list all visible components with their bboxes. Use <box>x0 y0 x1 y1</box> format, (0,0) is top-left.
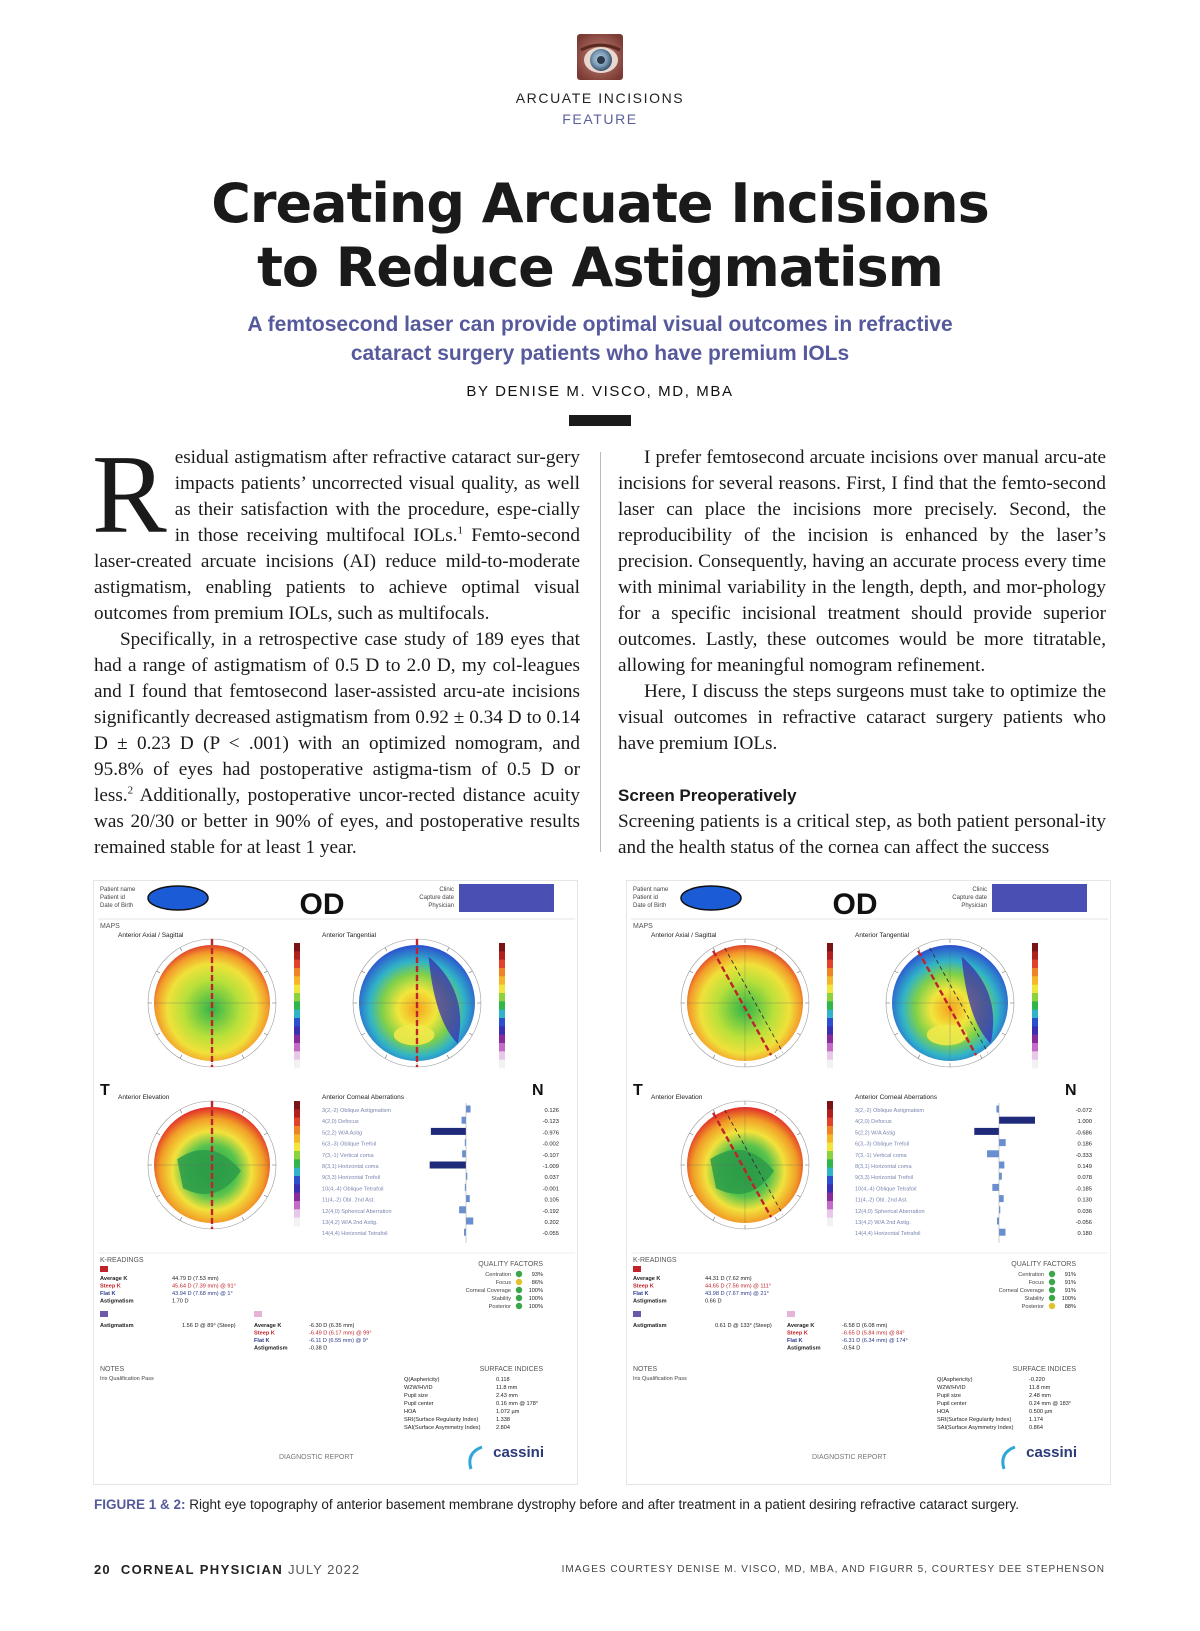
surface-index-name: Q(Asphericity) <box>404 1377 440 1383</box>
patient-field: Date of Birth <box>100 903 134 909</box>
k-reading-value: 43.94 D (7.68 mm) @ 1° <box>172 1291 233 1297</box>
quality-status-dot <box>516 1271 522 1277</box>
elevation-map-label: Anterior Elevation <box>118 1094 170 1101</box>
aberrations-label: Anterior Corneal Aberrations <box>855 1094 938 1101</box>
aberrations-label: Anterior Corneal Aberrations <box>322 1094 405 1101</box>
notes-text: Iris Qualification Pass <box>100 1376 154 1382</box>
topography-report <box>94 881 578 1485</box>
aberration-value: 0.130 <box>1077 1197 1092 1204</box>
aberration-value: -0.056 <box>1075 1220 1092 1226</box>
aberration-name: 3(2,-2) Oblique Astigmatism <box>322 1108 392 1114</box>
title-rule <box>569 415 631 426</box>
aberration-bar <box>999 1195 1004 1202</box>
quality-name: Corneal Coverage <box>998 1288 1044 1294</box>
magazine-name: CORNEAL PHYSICIAN <box>120 1562 284 1577</box>
axial-color-scale <box>827 943 833 1068</box>
aberration-bar <box>999 1117 1035 1124</box>
quality-status-dot <box>1049 1303 1055 1309</box>
aberration-name: 12(4,0) Spherical Aberration <box>322 1208 392 1215</box>
aberration-bar <box>466 1218 473 1225</box>
posterior-value: -0.54 D <box>842 1345 861 1352</box>
title-line-2: to Reduce Astigmatism <box>257 236 943 299</box>
aberration-bar <box>462 1150 466 1157</box>
aberration-value: 1.000 <box>1077 1119 1092 1126</box>
elevation-color-scale <box>294 1101 300 1226</box>
aberration-name: 4(2,0) Defocus <box>322 1119 359 1126</box>
paragraph-4: Here, I discuss the steps surgeons must take to optimize the visual outcomes in refractive cataract surgery patients who have premium IOLs. <box>618 681 1106 754</box>
surface-index-value: 0.24 mm @ 183° <box>1029 1401 1072 1407</box>
tangential-color-scale <box>1032 943 1038 1068</box>
quality-status-dot <box>516 1303 522 1309</box>
aberration-value: -0.002 <box>542 1141 559 1148</box>
patient-field: Patient name <box>100 887 136 893</box>
posterior-value: -6.11 D (6.55 mm) @ 9° <box>309 1338 369 1344</box>
k-reading-value: 43.98 D (7.67 mm) @ 21° <box>705 1291 769 1297</box>
notes-label: NOTES <box>633 1366 658 1373</box>
section-label: ARCUATE INCISIONS <box>515 90 685 106</box>
redacted-patient-oval <box>681 886 741 910</box>
aberration-value: 0.105 <box>544 1197 559 1204</box>
aberration-bar <box>999 1162 1004 1169</box>
surface-index-value: -0.220 <box>1029 1377 1045 1383</box>
quality-status-dot <box>516 1287 522 1293</box>
posterior-name: Astigmatism <box>787 1345 821 1352</box>
notes-text: Iris Qualification Pass <box>633 1376 687 1382</box>
aberration-bar <box>996 1106 999 1113</box>
aberration-bar <box>466 1195 470 1202</box>
byline: BY DENISE M. VISCO, MD, MBA <box>466 383 734 400</box>
aberration-value: -0.072 <box>1075 1108 1092 1114</box>
quality-name: Posterior <box>1021 1304 1044 1310</box>
quality-value: 91% <box>1064 1280 1076 1286</box>
keratometric-swatch <box>633 1266 641 1272</box>
quality-name: Posterior <box>488 1304 511 1310</box>
aberration-name: 9(3,3) Horizontal Trefoil <box>322 1175 381 1182</box>
paragraph-2 <box>94 627 580 861</box>
elevation-map-label: Anterior Elevation <box>651 1094 703 1101</box>
quality-status-dot <box>516 1279 522 1285</box>
aberration-value: 0.037 <box>544 1175 559 1182</box>
aberration-name: 7(3,-1) Vertical coma <box>322 1152 374 1159</box>
column-right <box>618 445 1106 861</box>
aberration-name: 5(2,2) W/A Astig <box>322 1130 363 1137</box>
aberration-value: 0.149 <box>1077 1164 1092 1170</box>
paragraph-1-text: esidual astigmatism after refractive cataract sur-gery impacts patients’ uncorrected visual quality, as well as their satisfaction with the procedure, espe-cially in those receiving multifocal IOLs. <box>174 447 580 546</box>
k-reading-name: Average K <box>100 1276 128 1282</box>
aberration-name: 11(4,-2) Obl. 2nd Ast. <box>855 1197 908 1204</box>
k-reading-value: 44.79 D (7.53 mm) <box>172 1276 219 1282</box>
clinic-field: Physician <box>961 903 987 909</box>
axial-map <box>148 939 276 1067</box>
aberration-name: 10(4,-4) Oblique Tetrafoil <box>322 1186 384 1193</box>
aberration-value: -0.192 <box>542 1208 559 1215</box>
surface-index-value: 11.8 mm <box>1029 1385 1051 1391</box>
figure-caption <box>94 1497 1019 1512</box>
posterior-name: Flat K <box>254 1338 270 1344</box>
subtitle-line-1: A femtosecond laser can provide optimal visual outcomes in refractive <box>247 313 953 336</box>
keratometric-swatch <box>100 1266 108 1272</box>
quality-factors-label: QUALITY FACTORS <box>478 1261 543 1268</box>
aberration-bar <box>999 1173 1002 1180</box>
posterior-name: Steep K <box>787 1330 808 1337</box>
k-readings-label: K-READINGS <box>633 1257 677 1264</box>
surface-index-value: 0.500 µm <box>1029 1409 1053 1415</box>
subtitle-line-2: cataract surgery patients who have premium IOLs <box>350 342 850 365</box>
paragraph-5: Screening patients is a critical step, as both patient personal-ity and the health status of the cornea can affect the success <box>618 811 1106 858</box>
surface-index-value: 2.43 mm <box>496 1393 518 1399</box>
aberration-bar <box>987 1150 999 1157</box>
posterior-swatch <box>254 1311 262 1317</box>
total-cornea-value: 0.61 D @ 133° (Steep) <box>715 1323 772 1329</box>
aberration-value: -0.107 <box>542 1152 559 1159</box>
aberration-value: -0.185 <box>1075 1186 1092 1193</box>
feature-label: FEATURE <box>562 111 638 127</box>
elevation-map <box>681 1101 809 1229</box>
surface-index-value: 0.864 <box>1029 1425 1043 1431</box>
axial-map-label: Anterior Axial / Sagittal <box>651 932 717 939</box>
nasal-label: N <box>1065 1082 1077 1099</box>
aberration-bar <box>992 1184 999 1191</box>
article-subtitle <box>180 310 1020 368</box>
aberration-bar <box>430 1162 466 1169</box>
k-reading-name: Flat K <box>100 1291 116 1297</box>
cassini-brand: cassini <box>493 1444 544 1461</box>
aberration-bar <box>999 1139 1006 1146</box>
surface-index-value: 2.48 mm <box>1029 1393 1051 1399</box>
aberration-name: 6(3,-3) Oblique Trefoil <box>322 1141 377 1148</box>
quality-value: 93% <box>531 1272 543 1278</box>
eye-label-od: OD <box>832 888 878 921</box>
temporal-label: T <box>100 1082 110 1099</box>
axial-color-scale <box>294 943 300 1068</box>
patient-field: Patient id <box>633 895 659 901</box>
k-reading-name: Steep K <box>633 1283 654 1290</box>
total-cornea-astig-name: Astigmatism <box>633 1323 667 1329</box>
reference-1: 1 <box>457 524 464 537</box>
quality-factors-label: QUALITY FACTORS <box>1011 1261 1076 1268</box>
aberration-name: 4(2,0) Defocus <box>855 1119 892 1126</box>
surface-index-name: Pupil size <box>937 1393 961 1399</box>
tangential-map <box>886 939 1014 1067</box>
posterior-name: Steep K <box>254 1330 275 1337</box>
aberration-name: 8(3,1) Horizontal coma <box>322 1164 379 1170</box>
quality-status-dot <box>1049 1295 1055 1301</box>
surface-index-value: 1.338 <box>496 1417 510 1423</box>
posterior-name: Average K <box>787 1323 815 1329</box>
surface-index-value: 0.16 mm @ 178° <box>496 1401 539 1407</box>
aberration-value: 0.078 <box>1077 1175 1092 1182</box>
aberration-name: 6(3,-3) Oblique Trefoil <box>855 1141 910 1148</box>
surface-index-name: SRI(Surface Regularity Index) <box>937 1417 1012 1423</box>
clinic-field: Capture date <box>419 895 454 901</box>
k-reading-value: 1.70 D <box>172 1298 189 1305</box>
surface-index-name: HOA <box>937 1409 950 1415</box>
clinic-field: Clinic <box>439 887 454 893</box>
aberration-bar <box>997 1218 999 1225</box>
figure-topography-before <box>93 880 578 1485</box>
quality-name: Focus <box>1028 1280 1044 1286</box>
surface-index-name: Q(Asphericity) <box>937 1377 973 1383</box>
paragraph-2-text: Specifically, in a retrospective case study of 189 eyes that had a range of astigmatism of 0.5 D to 2.0 D, my col-leagues and I found that femtosecond laser-assisted arcu-ate incisions significantly decreased astigmatism from 0.92 ± 0.34 D to 0.14 D ± 0.23 D (P < .001) with an optimized nomogram, and 95.8% of eyes had postoperative astigma-tism of 0.5 D or less. <box>94 629 580 806</box>
paragraph-1-text-cont: Femto-second laser-created arcuate incisions (AI) reduce mild-to-moderate astigmatism, enabling patients to achieve optimal visual outcomes from premium IOLs, such as multifocals. <box>94 525 580 624</box>
k-reading-value: 44.31 D (7.62 mm) <box>705 1276 752 1282</box>
quality-status-dot <box>516 1295 522 1301</box>
tangential-map <box>353 939 481 1067</box>
temporal-label: T <box>633 1082 643 1099</box>
k-reading-name: Steep K <box>100 1283 121 1290</box>
aberration-value: -0.001 <box>542 1186 559 1193</box>
eye-thumbnail-image <box>577 34 623 80</box>
article-title <box>0 172 1200 300</box>
aberration-bar <box>999 1229 1005 1236</box>
column-divider <box>600 452 601 852</box>
aberration-bar <box>464 1229 466 1236</box>
diagnostic-report-label: DIAGNOSTIC REPORT <box>279 1454 354 1461</box>
aberration-name: 13(4,2) W/A 2nd Astig. <box>322 1220 378 1226</box>
clinic-field: Physician <box>428 903 454 909</box>
page-number: 20 <box>94 1562 111 1577</box>
title-line-1: Creating Arcuate Incisions <box>211 172 989 235</box>
flat-zone <box>394 1024 435 1045</box>
posterior-name: Average K <box>254 1323 282 1329</box>
k-readings-label: K-READINGS <box>100 1257 144 1264</box>
notes-label: NOTES <box>100 1366 125 1373</box>
surface-index-name: Pupil size <box>404 1393 428 1399</box>
quality-status-dot <box>1049 1271 1055 1277</box>
nasal-label: N <box>532 1082 544 1099</box>
patient-field: Date of Birth <box>633 903 667 909</box>
aberration-value: 0.186 <box>1077 1141 1092 1148</box>
clinic-field: Capture date <box>952 895 987 901</box>
quality-name: Centration <box>485 1272 511 1278</box>
topography-report <box>627 881 1111 1485</box>
quality-status-dot <box>1049 1279 1055 1285</box>
redacted-clinic-block <box>992 884 1087 912</box>
posterior-value: -6.49 D (6.17 mm) @ 99° <box>309 1330 372 1337</box>
k-reading-value: 0.66 D <box>705 1298 722 1305</box>
elevation-map <box>148 1101 276 1229</box>
paragraph-3: I prefer femtosecond arcuate incisions over manual arcu-ate incisions for several reasons. First, I find that the femto-second laser can place the incisions more precisely. Second, the reproducibility of the incision is enhanced by the laser’s precision. Consequently, having an accurate process every time with minimal variability in the length, depth, and mor-phology for a specific incisional treatment should provide superior outcomes. Lastly, these outcomes would be more titratable, allowing for meaningful nomogram refinement. <box>618 447 1106 676</box>
page-footer <box>94 1562 360 1577</box>
surface-index-value: 1.072 µm <box>496 1409 520 1415</box>
aberration-value: -0.686 <box>1075 1130 1092 1137</box>
aberration-name: 5(2,2) W/A Astig <box>855 1130 896 1137</box>
surface-index-value: 11.8 mm <box>496 1385 518 1391</box>
diagnostic-report-label: DIAGNOSTIC REPORT <box>812 1454 887 1461</box>
tangential-map-label: Anterior Tangential <box>855 932 910 939</box>
surface-index-name: SAI(Surface Asymmetry Index) <box>937 1425 1014 1431</box>
surface-index-value: 0.118 <box>496 1377 510 1383</box>
quality-value: 100% <box>528 1296 543 1302</box>
aberration-value: -1.009 <box>542 1164 559 1170</box>
quality-name: Focus <box>495 1280 511 1286</box>
quality-value: 91% <box>1064 1272 1076 1278</box>
quality-value: 86% <box>531 1280 543 1286</box>
paragraph-1 <box>92 433 580 627</box>
maps-label: MAPS <box>100 923 120 930</box>
caption-text: Right eye topography of anterior basement membrane dystrophy before and after treatment in a patient desiring refractive cataract surgery. <box>185 1497 1019 1512</box>
aberration-value: 0.180 <box>1077 1231 1092 1238</box>
eye-label-od: OD <box>299 888 345 921</box>
total-cornea-astig-name: Astigmatism <box>100 1323 134 1329</box>
aberration-bar <box>462 1117 466 1124</box>
cassini-logo-mark <box>470 1447 482 1469</box>
aberration-value: 0.202 <box>544 1220 559 1226</box>
posterior-value: -0.38 D <box>309 1345 328 1352</box>
aberration-bar <box>459 1206 466 1213</box>
aberration-name: 3(2,-2) Oblique Astigmatism <box>855 1108 925 1114</box>
aberration-bar <box>974 1128 999 1135</box>
quality-name: Stability <box>491 1296 511 1302</box>
aberration-bar <box>466 1106 471 1113</box>
total-cornea-value: 1.56 D @ 89° (Steep) <box>182 1323 236 1329</box>
surface-index-name: HOA <box>404 1409 417 1415</box>
surface-indices-label: SURFACE INDICES <box>479 1366 543 1373</box>
drop-cap: R <box>92 433 167 557</box>
patient-field: Patient name <box>633 887 669 893</box>
quality-name: Corneal Coverage <box>465 1288 511 1294</box>
aberration-value: 0.126 <box>544 1108 559 1114</box>
posterior-value: -6.65 D (5.84 mm) @ 84° <box>842 1330 905 1337</box>
image-credit: IMAGES COURTESY DENISE M. VISCO, MD, MBA, AND FIGURR 5, COURTESY DEE STEPHENSON <box>561 1564 1105 1575</box>
posterior-name: Astigmatism <box>254 1345 288 1352</box>
aberration-name: 7(3,-1) Vertical coma <box>855 1152 907 1159</box>
surface-index-name: SAI(Surface Asymmetry Index) <box>404 1425 481 1431</box>
aberration-name: 14(4,4) Horizontal Tetrafoil <box>322 1231 388 1238</box>
issue-date: JULY 2022 <box>287 1562 361 1577</box>
k-reading-name: Astigmatism <box>633 1298 667 1305</box>
aberration-name: 14(4,4) Horizontal Tetrafoil <box>855 1231 921 1238</box>
cassini-logo-mark <box>1003 1447 1015 1469</box>
posterior-swatch <box>787 1311 795 1317</box>
quality-value: 100% <box>528 1288 543 1294</box>
cassini-brand: cassini <box>1026 1444 1077 1461</box>
surface-index-name: Pupil center <box>404 1401 434 1407</box>
surface-index-name: W2W/HVID <box>937 1385 966 1391</box>
tangential-color-scale <box>499 943 505 1068</box>
surface-index-name: Pupil center <box>937 1401 967 1407</box>
quality-value: 88% <box>1064 1304 1076 1310</box>
quality-status-dot <box>1049 1287 1055 1293</box>
flat-zone <box>927 1024 968 1045</box>
aberration-value: -0.123 <box>542 1119 559 1126</box>
aberration-name: 9(3,3) Horizontal Trefoil <box>855 1175 914 1182</box>
caption-label: FIGURE 1 & 2: <box>94 1497 186 1512</box>
column-left <box>92 433 580 861</box>
posterior-value: -6.58 D (6.08 mm) <box>842 1323 888 1329</box>
k-reading-name: Average K <box>633 1276 661 1282</box>
aberration-name: 12(4,0) Spherical Aberration <box>855 1208 925 1215</box>
quality-name: Centration <box>1018 1272 1044 1278</box>
surface-indices-label: SURFACE INDICES <box>1012 1366 1076 1373</box>
surface-index-value: 2.804 <box>496 1425 510 1431</box>
section-subhead: Screen Preoperatively <box>618 786 797 805</box>
redacted-patient-oval <box>148 886 208 910</box>
aberration-name: 10(4,-4) Oblique Tetrafoil <box>855 1186 917 1193</box>
k-reading-value: 44.65 D (7.56 mm) @ 111° <box>705 1283 772 1290</box>
maps-label: MAPS <box>633 923 653 930</box>
redacted-clinic-block <box>459 884 554 912</box>
tangential-map-label: Anterior Tangential <box>322 932 377 939</box>
paragraph-2-text-cont: Additionally, postoperative uncor-rected distance acuity was 20/30 or better in 90% of eyes, and postoperative results remained stable for at least 1 year. <box>94 785 580 858</box>
k-reading-name: Flat K <box>633 1291 649 1297</box>
aberration-value: -0.055 <box>542 1231 559 1238</box>
aberration-name: 8(3,1) Horizontal coma <box>855 1164 912 1170</box>
posterior-value: -6.31 D (6.34 mm) @ 174° <box>842 1338 908 1344</box>
aberration-name: 11(4,-2) Obl. 2nd Ast. <box>322 1197 375 1204</box>
posterior-name: Flat K <box>787 1338 803 1344</box>
aberration-value: 0.036 <box>1077 1208 1092 1215</box>
k-reading-value: 45.64 D (7.39 mm) @ 91° <box>172 1283 236 1290</box>
quality-value: 100% <box>528 1304 543 1310</box>
figure-topography-after <box>626 880 1111 1485</box>
aberration-value: -0.976 <box>542 1130 559 1137</box>
reference-2: 2 <box>127 784 134 797</box>
surface-index-name: SRI(Surface Regularity Index) <box>404 1417 479 1423</box>
axial-map-label: Anterior Axial / Sagittal <box>118 932 184 939</box>
axial-map <box>681 939 809 1067</box>
total-cornea-swatch <box>633 1311 641 1317</box>
quality-name: Stability <box>1024 1296 1044 1302</box>
elevation-color-scale <box>827 1101 833 1226</box>
surface-index-value: 1.174 <box>1029 1417 1043 1423</box>
patient-field: Patient id <box>100 895 126 901</box>
total-cornea-swatch <box>100 1311 108 1317</box>
surface-index-name: W2W/HVID <box>404 1385 433 1391</box>
aberration-bar <box>431 1128 466 1135</box>
posterior-value: -6.30 D (6.35 mm) <box>309 1323 355 1329</box>
aberration-value: -0.333 <box>1075 1152 1092 1159</box>
aberration-name: 13(4,2) W/A 2nd Astig. <box>855 1220 911 1226</box>
quality-value: 100% <box>1061 1296 1076 1302</box>
clinic-field: Clinic <box>972 887 987 893</box>
quality-value: 91% <box>1064 1288 1076 1294</box>
k-reading-name: Astigmatism <box>100 1298 134 1305</box>
